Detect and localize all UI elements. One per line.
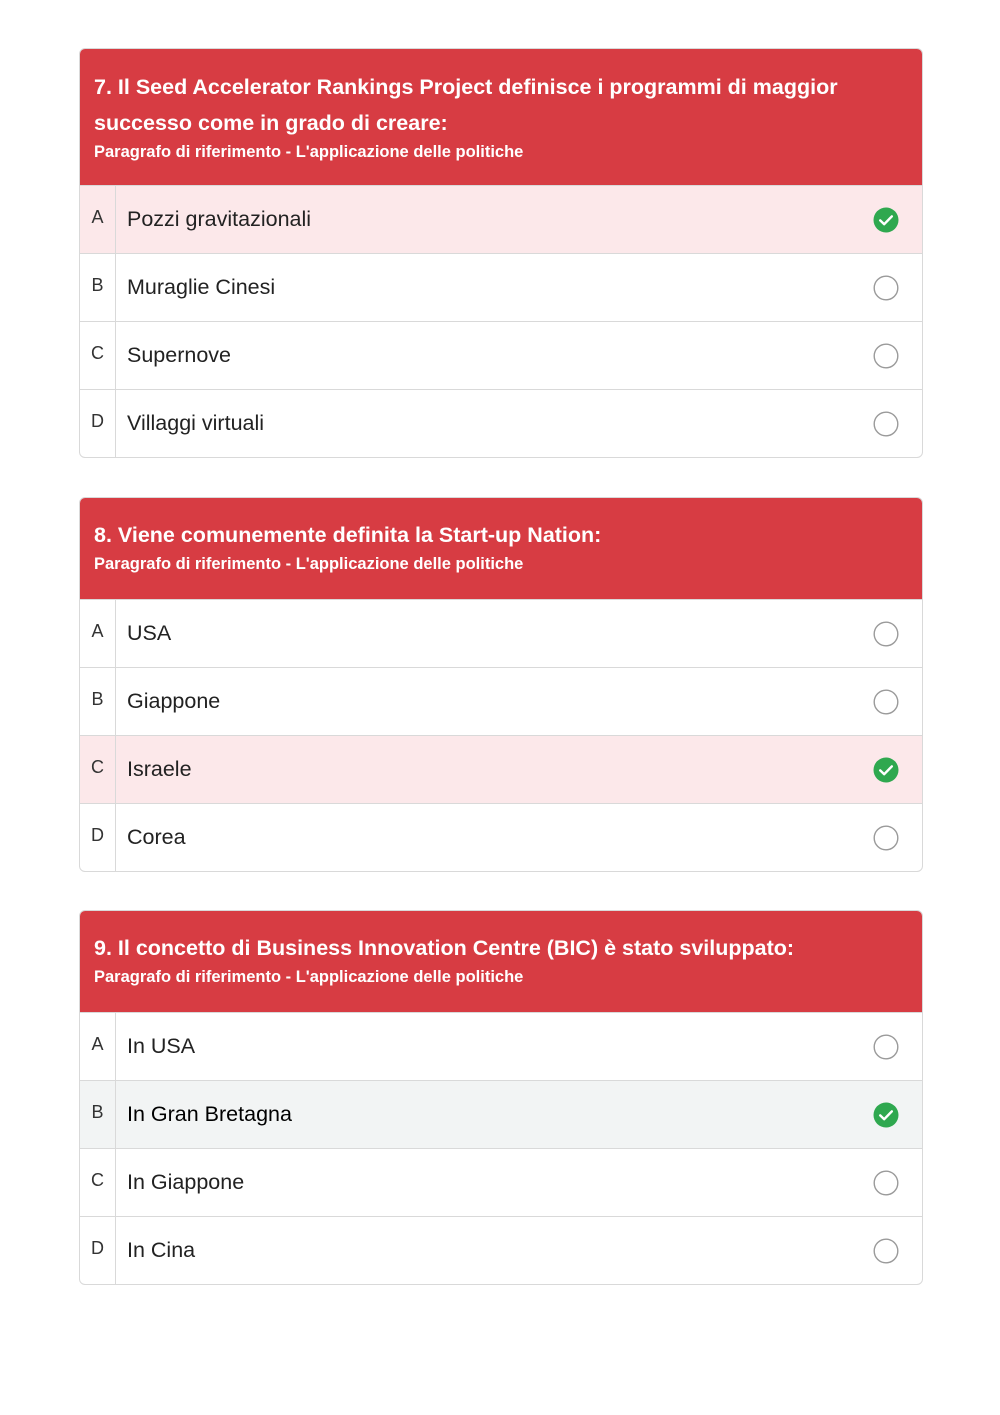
check-circle-icon[interactable] bbox=[850, 736, 922, 803]
option-letter: B bbox=[80, 668, 116, 735]
answer-option-d[interactable] bbox=[80, 1216, 922, 1284]
question-header bbox=[80, 49, 922, 185]
answer-option-a[interactable] bbox=[80, 1012, 922, 1080]
question-header bbox=[80, 911, 922, 1012]
answer-option-c[interactable] bbox=[80, 1148, 922, 1216]
option-text: Corea bbox=[127, 825, 186, 849]
question-title: 7. Il Seed Accelerator Rankings Project definisce i programmi di maggior bbox=[94, 75, 838, 99]
answer-option-a[interactable] bbox=[80, 599, 922, 667]
option-text: Supernove bbox=[127, 343, 231, 367]
radio-unchecked-icon[interactable] bbox=[850, 1217, 922, 1284]
option-text: Giappone bbox=[127, 689, 221, 713]
check-circle-icon[interactable] bbox=[850, 1081, 922, 1148]
option-letter: D bbox=[80, 1217, 116, 1284]
option-text: In Cina bbox=[127, 1238, 196, 1262]
check-circle-icon[interactable] bbox=[850, 186, 922, 253]
option-letter: C bbox=[80, 1149, 116, 1216]
option-letter: A bbox=[80, 1013, 116, 1080]
question-title: 9. Il concetto di Business Innovation Centre (BIC) è stato sviluppato: bbox=[94, 936, 795, 960]
radio-unchecked-icon[interactable] bbox=[850, 668, 922, 735]
question-header bbox=[80, 498, 922, 599]
answer-option-c[interactable] bbox=[80, 321, 922, 389]
option-letter: A bbox=[80, 600, 116, 667]
option-text: USA bbox=[127, 621, 172, 645]
answer-option-a[interactable] bbox=[80, 185, 922, 253]
option-letter: B bbox=[80, 254, 116, 321]
radio-unchecked-icon[interactable] bbox=[850, 390, 922, 457]
option-letter: B bbox=[80, 1081, 116, 1148]
option-text: Villaggi virtuali bbox=[127, 411, 265, 435]
radio-unchecked-icon[interactable] bbox=[850, 804, 922, 871]
question-title: 8. Viene comunemente definita la Start-up Nation: bbox=[94, 523, 602, 547]
radio-unchecked-icon[interactable] bbox=[850, 322, 922, 389]
radio-unchecked-icon[interactable] bbox=[850, 1013, 922, 1080]
option-text: In Gran Bretagna bbox=[127, 1102, 292, 1126]
question-card-8 bbox=[79, 497, 923, 872]
option-letter: D bbox=[80, 804, 116, 871]
answer-option-b[interactable] bbox=[80, 667, 922, 735]
answer-option-d[interactable] bbox=[80, 803, 922, 871]
answer-option-b[interactable] bbox=[80, 253, 922, 321]
option-letter: A bbox=[80, 186, 116, 253]
question-title-continued: successo come in grado di creare: bbox=[94, 111, 448, 135]
option-text: Pozzi gravitazionali bbox=[127, 207, 312, 231]
radio-unchecked-icon[interactable] bbox=[850, 254, 922, 321]
option-text: Muraglie Cinesi bbox=[127, 275, 276, 299]
radio-unchecked-icon[interactable] bbox=[850, 1149, 922, 1216]
option-text: Israele bbox=[127, 757, 192, 781]
option-text: In Giappone bbox=[127, 1170, 245, 1194]
option-text: In USA bbox=[127, 1034, 196, 1058]
reference-paragraph: Paragrafo di riferimento - L'applicazione delle politiche bbox=[94, 555, 524, 573]
option-letter: C bbox=[80, 736, 116, 803]
answer-option-b[interactable] bbox=[80, 1080, 922, 1148]
question-card-7 bbox=[79, 48, 923, 458]
option-letter: D bbox=[80, 390, 116, 457]
radio-unchecked-icon[interactable] bbox=[850, 600, 922, 667]
reference-paragraph: Paragrafo di riferimento - L'applicazione delle politiche bbox=[94, 143, 524, 161]
option-letter: C bbox=[80, 322, 116, 389]
question-card-9 bbox=[79, 910, 923, 1285]
reference-paragraph: Paragrafo di riferimento - L'applicazione delle politiche bbox=[94, 968, 524, 986]
answer-option-d[interactable] bbox=[80, 389, 922, 457]
answer-option-c[interactable] bbox=[80, 735, 922, 803]
